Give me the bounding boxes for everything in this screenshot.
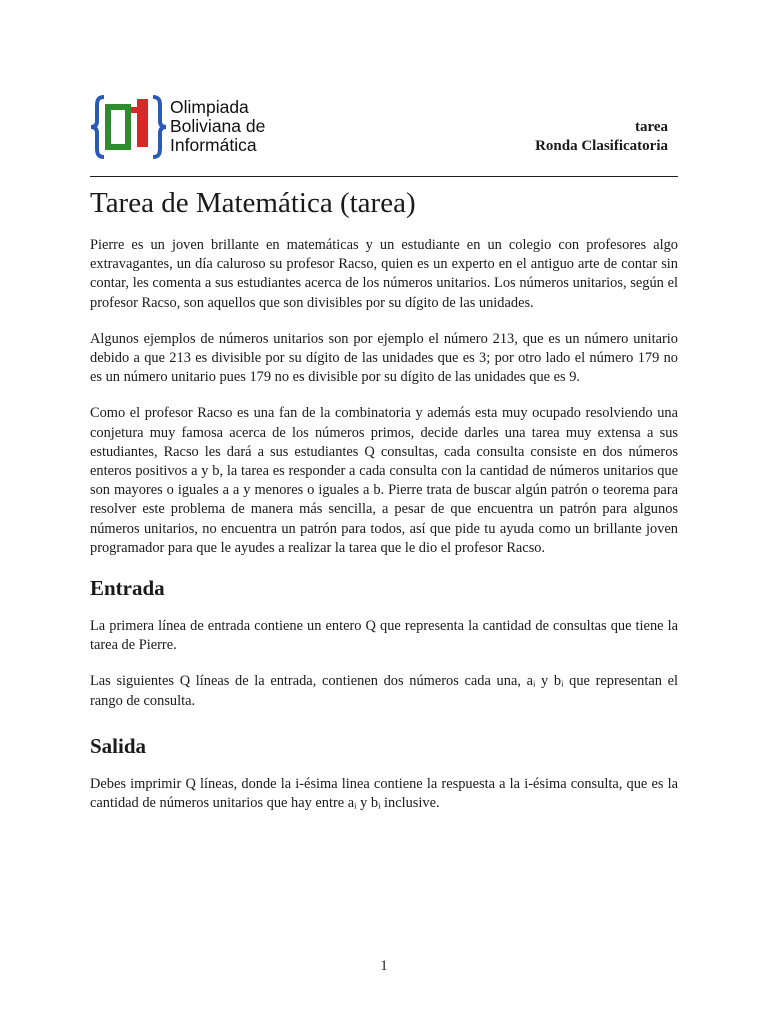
output-section: [90, 733, 678, 813]
logo-one: [137, 99, 148, 147]
input-heading: Entrada: [90, 576, 165, 601]
page-number: 1: [380, 958, 388, 974]
input-paragraph-2: Las siguientes Q líneas de la entrada, contienen dos números cada una, aᵢ y bᵢ que representan el rango de consulta.: [90, 673, 678, 709]
intro-paragraph-2: Algunos ejemplos de números unitarios son por ejemplo el número 213, que es un número unitario debido a que 213 es divisible por su dígito de las unidades que es 3; por otro lado el número 179 no es un número unitario pues 179 no es divisible por su dígito de las unidades que es 9.: [90, 330, 678, 386]
round-name: Ronda Clasificatoria: [535, 138, 668, 154]
intro-paragraph-3: Como el profesor Racso es una fan de la combinatoria y además esta muy ocupado resolviendo una conjetura muy famosa acerca de los números primos, decide darles una tarea muy extensa a sus estudiantes, Racso les dará a sus estudiantes Q consultas, cada consulta consiste en dos números enteros positivos a y b, la tarea es responder a cada consulta con la cantidad de números unitarios que son mayores o iguales a a y menores o iguales a b. Pierre trata de buscar algún patrón o teorema para resolver este problema de manera más sencilla, a pesar de que encuentra un patrón para algunos números unitarios, no encuentra un patrón para todos, así que pide tu ayuda como un brillante joven programador para que le ayudes a realizar la tarea que le dio el profesor Racso.: [90, 405, 678, 556]
header-info: [535, 118, 668, 156]
main-content: [90, 184, 678, 830]
output-paragraph-1: Debes imprimir Q líneas, donde la i-ésima linea contiene la respuesta a la i-ésima consulta, que es la cantidad de números unitarios que hay entre aᵢ y bᵢ inclusive.: [90, 775, 678, 812]
logo-right-brace: [153, 97, 166, 157]
logo-line-3: Informática: [170, 135, 257, 155]
logo-line-2: Boliviana de: [170, 116, 266, 136]
logo-line-1: Olimpiada: [170, 97, 249, 117]
input-section: [90, 575, 678, 711]
logo-left-brace: [91, 97, 104, 157]
task-code: tarea: [634, 119, 668, 135]
output-heading: Salida: [90, 733, 147, 758]
page-title: Tarea de Matemática (tarea): [90, 187, 416, 219]
intro-paragraph-1: Pierre es un joven brillante en matemáticas y un estudiante en un colegio con profesores algo extravagantes, un día caluroso su profesor Racso, quien es un experto en el antiguo arte de contar sin contar, les comenta a sus estudiantes acerca de los números unitarios. Los números unitarios, según el profesor Racso, son aquellos que son divisibles por su dígito de las unidades.: [90, 237, 678, 311]
input-paragraph-1: La primera línea de entrada contiene un entero Q que representa la cantidad de consultas que tiene la tarea de Pierre.: [90, 618, 678, 654]
logo-zero: [108, 107, 128, 147]
header-divider: [90, 176, 678, 177]
logo-text: [170, 98, 265, 155]
